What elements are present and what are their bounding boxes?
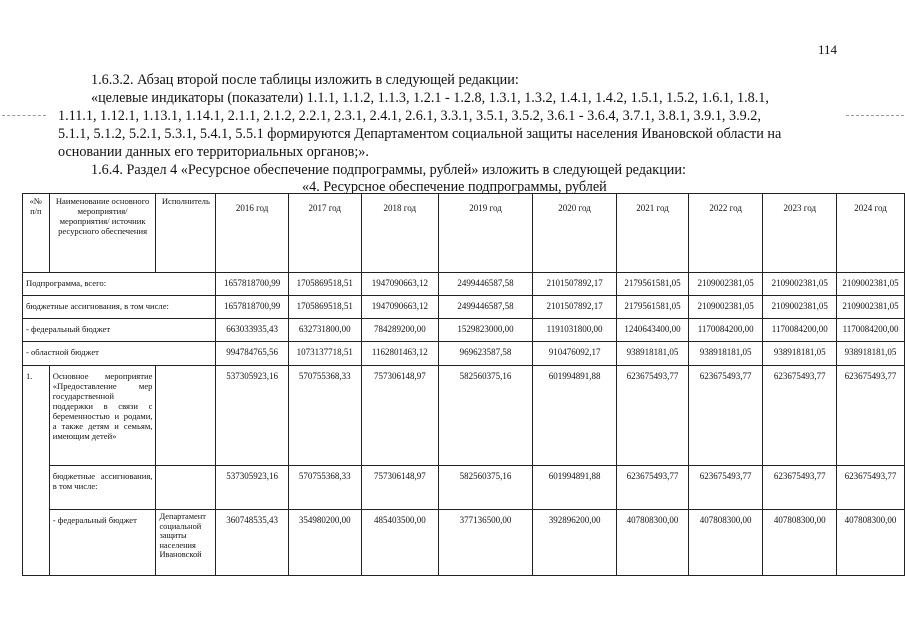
header-name: Наименование основного мероприятия/ мероприятия/ источник ресурсного обеспечения — [49, 194, 156, 273]
cell-value: 485403500,00 — [361, 510, 438, 576]
cell-value: 601994891,88 — [532, 366, 616, 466]
header-year: 2020 год — [532, 194, 616, 273]
cell-value: 623675493,77 — [617, 466, 689, 510]
header-executor: Исполнитель — [156, 194, 216, 273]
cell-value: 1657818700,99 — [216, 296, 289, 319]
header-num: «№ п/п — [23, 194, 50, 273]
table-row — [23, 510, 905, 576]
table-row — [23, 366, 905, 466]
cell-value: 1947090663,12 — [361, 273, 438, 296]
cell-value: 623675493,77 — [688, 366, 763, 466]
header-year: 2019 год — [439, 194, 533, 273]
paragraph-indicators-line-4: основании данных его территориальных органов;». — [58, 144, 369, 160]
cell-value: 632731800,00 — [288, 319, 361, 342]
table-row — [23, 466, 905, 510]
row-label: - федеральный бюджет — [23, 319, 216, 342]
paragraph-amendment-heading: 1.6.3.2. Абзац второй после таблицы изложить в следующей редакции: — [91, 72, 519, 88]
cell-value: 2109002381,05 — [688, 296, 763, 319]
table-row — [23, 319, 905, 342]
cell-value: 570755368,33 — [288, 366, 361, 466]
cell-value: 582560375,16 — [439, 466, 533, 510]
scan-artifact-line-right — [846, 115, 904, 116]
cell-value: 969623587,58 — [439, 342, 533, 366]
cell-value: 1170084200,00 — [763, 319, 837, 342]
cell-value: 623675493,77 — [617, 366, 689, 466]
paragraph-indicators-line-1: «целевые индикаторы (показатели) 1.1.1, 1.1.2, 1.1.3, 1.2.1 - 1.2.8, 1.3.1, 1.3.2, 1.4.1, 1.4.2, 1.5.1, 1.5.2, 1.6.1, 1.8.1, — [91, 90, 769, 106]
cell-value: 2101507892,17 — [532, 273, 616, 296]
row-executor — [156, 366, 216, 466]
cell-value: 2109002381,05 — [688, 273, 763, 296]
paragraph-indicators-line-3: 5.1.1, 5.1.2, 5.2.1, 5.3.1, 5.4.1, 5.5.1 формируются Департаментом социальной защиты населения Ивановской области на — [58, 126, 782, 142]
cell-value: 407808300,00 — [688, 510, 763, 576]
cell-value: 1947090663,12 — [361, 296, 438, 319]
cell-value: 2109002381,05 — [837, 296, 905, 319]
page-number: 114 — [818, 42, 838, 57]
table-caption: «4. Ресурсное обеспечение подпрограммы, рублей — [302, 179, 607, 195]
cell-value: 2109002381,05 — [763, 296, 837, 319]
cell-value: 407808300,00 — [763, 510, 837, 576]
cell-value: 2101507892,17 — [532, 296, 616, 319]
row-label: бюджетные ассигнования, в том числе: — [23, 296, 216, 319]
cell-value: 1073137718,51 — [288, 342, 361, 366]
header-year: 2022 год — [688, 194, 763, 273]
table-row — [23, 296, 905, 319]
cell-value: 537305923,16 — [216, 366, 289, 466]
cell-value: 994784765,56 — [216, 342, 289, 366]
header-year: 2021 год — [617, 194, 689, 273]
cell-value: 354980200,00 — [288, 510, 361, 576]
cell-value: 784289200,00 — [361, 319, 438, 342]
cell-value: 623675493,77 — [688, 466, 763, 510]
table-row — [23, 273, 905, 296]
row-label: Подпрограмма, всего: — [23, 273, 216, 296]
row-executor — [156, 466, 216, 510]
cell-value: 910476092,17 — [532, 342, 616, 366]
cell-value: 1529823000,00 — [439, 319, 533, 342]
table-header-row — [23, 194, 905, 273]
row-num: 1. — [23, 366, 50, 576]
row-label: бюджетные ассигнования, в том числе: — [49, 466, 156, 510]
cell-value: 2499446587,58 — [439, 296, 533, 319]
cell-value: 392896200,00 — [532, 510, 616, 576]
cell-value: 1162801463,12 — [361, 342, 438, 366]
row-label: - областной бюджет — [23, 342, 216, 366]
cell-value: 623675493,77 — [763, 366, 837, 466]
cell-value: 570755368,33 — [288, 466, 361, 510]
table-row — [23, 342, 905, 366]
cell-value: 2179561581,05 — [617, 296, 689, 319]
cell-value: 537305923,16 — [216, 466, 289, 510]
cell-value: 2109002381,05 — [837, 273, 905, 296]
cell-value: 1170084200,00 — [688, 319, 763, 342]
cell-value: 1705869518,51 — [288, 273, 361, 296]
cell-value: 663033935,43 — [216, 319, 289, 342]
cell-value: 360748535,43 — [216, 510, 289, 576]
cell-value: 757306148,97 — [361, 366, 438, 466]
cell-value: 938918181,05 — [763, 342, 837, 366]
paragraph-indicators-line-2: 1.11.1, 1.12.1, 1.13.1, 1.14.1, 2.1.1, 2.1.2, 2.2.1, 2.3.1, 2.4.1, 2.6.1, 3.3.1, 3.5.1, 3.5.2, 3.6.1 - 3.6.4, 3.7.1, 3.8.1, 3.9.1, 3.9.2, — [58, 108, 761, 124]
header-year: 2018 год — [361, 194, 438, 273]
cell-value: 407808300,00 — [617, 510, 689, 576]
cell-value: 582560375,16 — [439, 366, 533, 466]
cell-value: 623675493,77 — [837, 366, 905, 466]
header-year: 2023 год — [763, 194, 837, 273]
cell-value: 1191031800,00 — [532, 319, 616, 342]
cell-value: 623675493,77 — [763, 466, 837, 510]
cell-value: 2109002381,05 — [763, 273, 837, 296]
cell-value: 623675493,77 — [837, 466, 905, 510]
header-year: 2024 год — [837, 194, 905, 273]
scan-artifact-line-left — [2, 115, 46, 116]
cell-value: 377136500,00 — [439, 510, 533, 576]
cell-value: 938918181,05 — [617, 342, 689, 366]
cell-value: 757306148,97 — [361, 466, 438, 510]
header-year: 2016 год — [216, 194, 289, 273]
cell-value: 1705869518,51 — [288, 296, 361, 319]
cell-value: 601994891,88 — [532, 466, 616, 510]
cell-value: 2499446587,58 — [439, 273, 533, 296]
cell-value: 1657818700,99 — [216, 273, 289, 296]
cell-value: 1170084200,00 — [837, 319, 905, 342]
cell-value: 938918181,05 — [688, 342, 763, 366]
row-label: - федеральный бюджет — [49, 510, 156, 576]
row-executor: Департамент социальной защиты населения Ивановской — [156, 510, 216, 576]
resource-table — [22, 193, 905, 576]
paragraph-section4-heading: 1.6.4. Раздел 4 «Ресурсное обеспечение подпрограммы, рублей» изложить в следующей редакции: — [91, 162, 686, 178]
row-label: Основное мероприятие «Предоставление мер государственной поддержки в связи с беременностью и родами, а также детям и семьям, имеющим детей» — [49, 366, 156, 466]
header-year: 2017 год — [288, 194, 361, 273]
cell-value: 407808300,00 — [837, 510, 905, 576]
cell-value: 938918181,05 — [837, 342, 905, 366]
cell-value: 2179561581,05 — [617, 273, 689, 296]
cell-value: 1240643400,00 — [617, 319, 689, 342]
